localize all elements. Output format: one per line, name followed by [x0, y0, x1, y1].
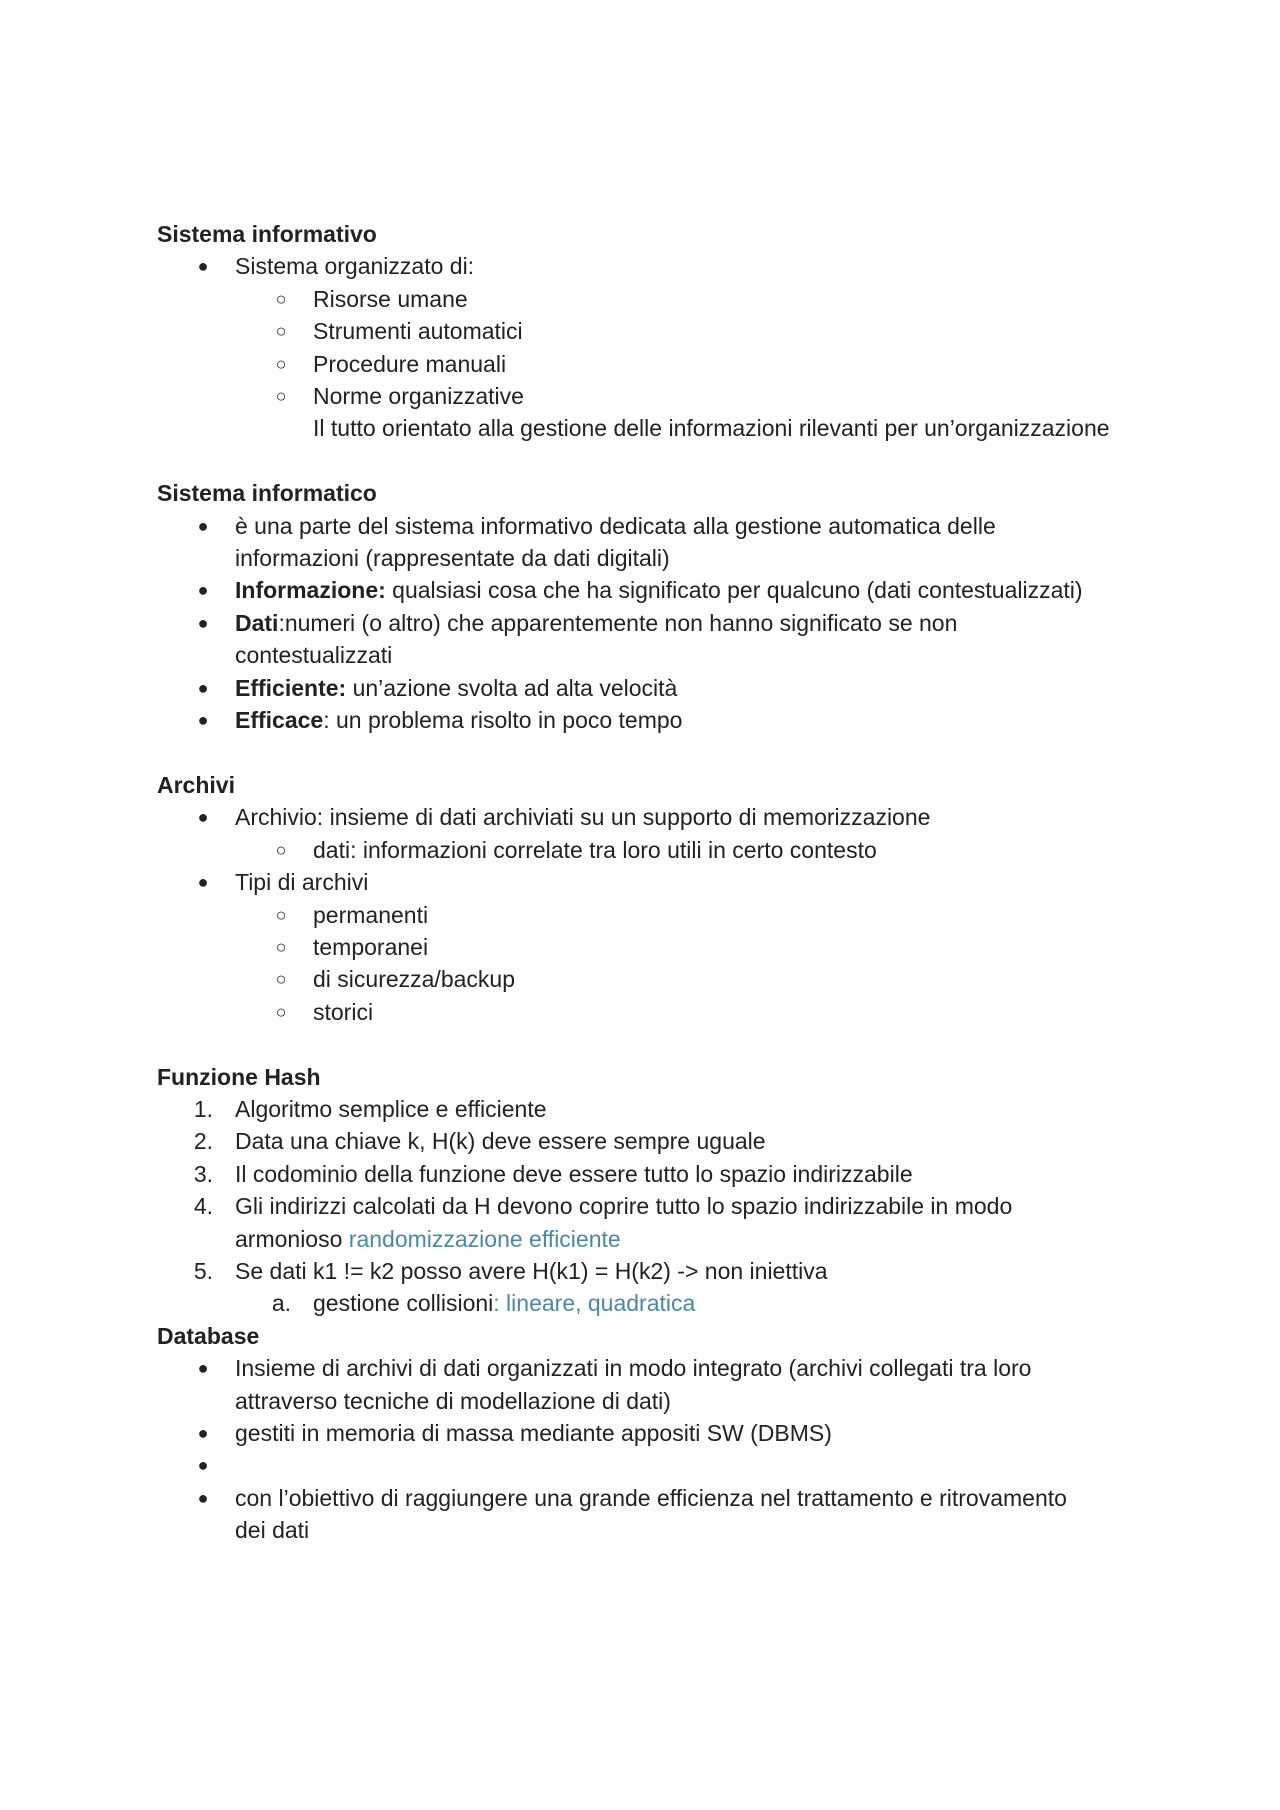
circle-bullet-icon: ○	[275, 839, 287, 860]
document-content	[157, 218, 1157, 1547]
bullet-icon: ●	[197, 580, 209, 601]
list-item: ● Efficace: un problema risolto in poco tempo	[157, 704, 1157, 736]
item-number: 2.	[193, 1128, 213, 1155]
section-heading-database: Database	[157, 1322, 260, 1349]
circle-bullet-icon: ○	[275, 1001, 287, 1022]
bullet-icon: ●	[197, 256, 209, 277]
bullet-icon: ●	[197, 710, 209, 731]
list-item: ● Insieme di archivi di dati organizzati in modo integrato (archivi collegati tra loro	[157, 1352, 1157, 1384]
term-label: Informazione:	[235, 577, 386, 604]
numbered-item: 1. Algoritmo semplice e efficiente	[157, 1093, 1157, 1125]
list-item: ● è una parte del sistema informativo dedicata alla gestione automatica delle	[157, 510, 1157, 542]
bullet-icon: ●	[197, 1358, 209, 1379]
bullet-icon: ●	[197, 612, 209, 633]
circle-bullet-icon: ○	[275, 353, 287, 374]
circle-bullet-icon: ○	[275, 904, 287, 925]
list-item: ○ storici	[157, 996, 1157, 1028]
bullet-icon: ●	[197, 677, 209, 698]
bullet-icon: ●	[197, 872, 209, 893]
term-label: Dati	[235, 609, 279, 636]
numbered-item-continuation: armonioso randomizzazione efficiente	[235, 1225, 621, 1252]
list-item: ○ Norme organizzative	[157, 380, 1157, 412]
section-heading-funzione-hash: Funzione Hash	[157, 1063, 321, 1090]
bullet-icon: ●	[197, 1455, 209, 1476]
lettered-item: a. gestione collisioni: lineare, quadratica	[157, 1287, 1157, 1319]
list-item: ○ di sicurezza/backup	[157, 963, 1157, 995]
circle-bullet-icon: ○	[275, 386, 287, 407]
item-letter: a.	[271, 1290, 291, 1317]
item-number: 5.	[193, 1257, 213, 1284]
list-item: ○ permanenti	[157, 899, 1157, 931]
numbered-item: 3. Il codominio della funzione deve essere tutto lo spazio indirizzabile	[157, 1158, 1157, 1190]
term-label: Efficiente:	[235, 674, 347, 701]
term-label: Efficace	[235, 707, 324, 734]
section-heading-sistema-informatico: Sistema informatico	[157, 480, 377, 507]
circle-bullet-icon: ○	[275, 288, 287, 309]
list-item: ● con l’obiettivo di raggiungere una grande efficienza nel trattamento e ritrovamento	[157, 1482, 1157, 1514]
list-item-empty	[157, 1449, 1157, 1481]
circle-bullet-icon: ○	[275, 969, 287, 990]
list-item: ● Efficiente: un’azione svolta ad alta velocità	[157, 672, 1157, 704]
item-number: 3.	[193, 1160, 213, 1187]
bullet-icon: ●	[197, 807, 209, 828]
list-item: ● gestiti in memoria di massa mediante appositi SW (DBMS)	[157, 1417, 1157, 1449]
list-item-continuation: dei dati	[235, 1517, 310, 1544]
section-heading-archivi: Archivi	[157, 771, 235, 798]
list-item-continuation: contestualizzati	[235, 642, 393, 669]
highlighted-text: randomizzazione efficiente	[348, 1225, 621, 1252]
list-item: ○ Risorse umane	[157, 283, 1157, 315]
numbered-item: 4. Gli indirizzi calcolati da H devono coprire tutto lo spazio indirizzabile in modo	[157, 1190, 1157, 1222]
list-item: ● Informazione: qualsiasi cosa che ha significato per qualcuno (dati contestualizzati)	[157, 574, 1157, 606]
list-item: ○ temporanei	[157, 931, 1157, 963]
item-number: 1.	[193, 1095, 213, 1122]
numbered-item: 5. Se dati k1 != k2 posso avere H(k1) = H(k2) -> non iniettiva	[157, 1255, 1157, 1287]
section-heading-sistema-informativo: Sistema informativo	[157, 221, 377, 247]
list-item: ● Tipi di archivi	[157, 866, 1157, 898]
list-item: ● Sistema organizzato di:	[157, 250, 1157, 282]
list-item-continuation: attraverso tecniche di modellazione di dati)	[235, 1387, 671, 1414]
list-item: ○ dati: informazioni correlate tra loro utili in certo contesto	[157, 834, 1157, 866]
note-text: Il tutto orientato alla gestione delle informazioni rilevanti per un’organizzazione	[313, 415, 1110, 442]
circle-bullet-icon: ○	[275, 321, 287, 342]
bullet-icon: ●	[197, 515, 209, 536]
list-item: ○ Strumenti automatici	[157, 315, 1157, 347]
list-item: ● Archivio: insieme di dati archiviati su un supporto di memorizzazione	[157, 801, 1157, 833]
list-item: ○ Procedure manuali	[157, 348, 1157, 380]
item-number: 4.	[193, 1193, 213, 1220]
list-item-continuation: informazioni (rappresentate da dati digitali)	[235, 545, 670, 572]
numbered-item: 2. Data una chiave k, H(k) deve essere sempre uguale	[157, 1125, 1157, 1157]
bullet-icon: ●	[197, 1487, 209, 1508]
circle-bullet-icon: ○	[275, 936, 287, 957]
bullet-icon: ●	[197, 1422, 209, 1443]
highlighted-text: : lineare, quadratica	[493, 1290, 696, 1317]
list-item: ● Dati:numeri (o altro) che apparentemente non hanno significato se non	[157, 607, 1157, 639]
